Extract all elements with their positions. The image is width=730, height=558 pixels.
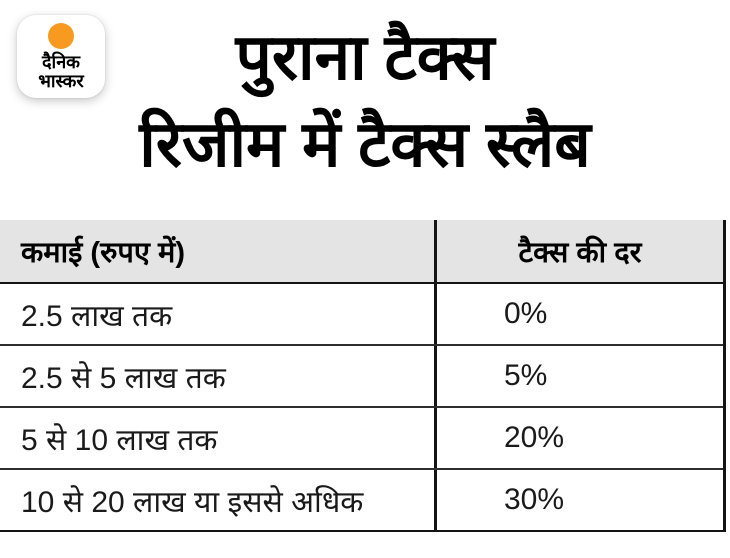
income-cell: 10 से 20 लाख या इससे अधिक — [0, 470, 437, 530]
sun-icon — [48, 23, 74, 49]
table-row — [0, 284, 723, 346]
page-title-line1: पुराना टैक्स — [235, 21, 495, 93]
page-title — [0, 0, 730, 188]
rate-cell: 5% — [504, 359, 548, 392]
income-cell: 5 से 10 लाख तक — [0, 408, 437, 468]
table-row — [0, 346, 723, 408]
page-title-line2: रिजीम में टैक्स स्लैब — [139, 108, 591, 181]
logo-text-line2: भास्कर — [38, 70, 84, 91]
income-cell: 2.5 से 5 लाख तक — [0, 346, 437, 406]
column-header-rate: टैक्स की दर — [518, 236, 642, 269]
column-header-income: कमाई (रुपए में) — [0, 220, 437, 282]
table-row — [0, 470, 723, 532]
income-cell: 2.5 लाख तक — [0, 284, 437, 344]
logo-text-line1: दैनिक — [41, 51, 81, 72]
rate-cell: 20% — [504, 421, 565, 454]
rate-cell: 30% — [504, 483, 565, 516]
dainik-bhaskar-logo — [17, 15, 105, 98]
table-row — [0, 408, 723, 470]
table-header-row — [0, 220, 723, 284]
tax-slab-table — [0, 220, 726, 532]
rate-cell: 0% — [504, 297, 548, 330]
